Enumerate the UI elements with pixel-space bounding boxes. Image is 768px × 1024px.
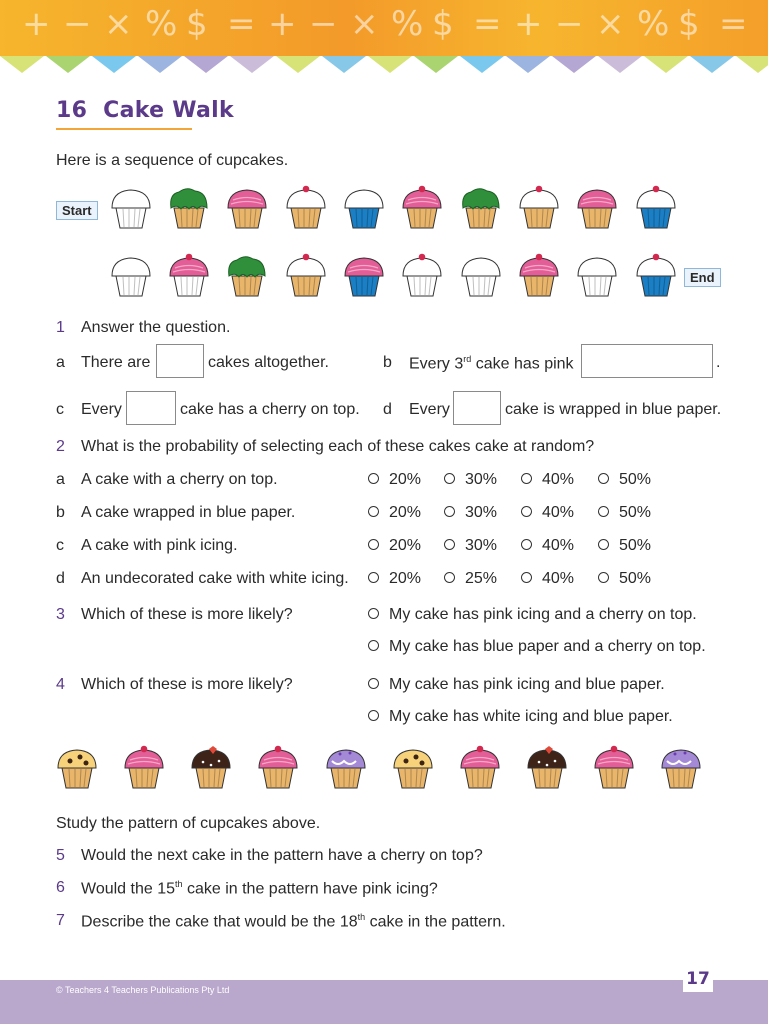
q1a-letter: a: [56, 354, 65, 371]
radio-circle-icon[interactable]: [444, 572, 455, 583]
q7-sup: th: [357, 912, 366, 922]
q2-option[interactable]: [598, 504, 651, 522]
q1b-letter: b: [383, 354, 392, 371]
q1b-pre: Every 3: [409, 355, 464, 373]
q3-number: 3: [56, 606, 65, 623]
title-number: 16: [56, 98, 88, 123]
math-symbol-icon: %: [637, 4, 670, 44]
q2-option[interactable]: [598, 537, 651, 555]
study-text: Study the pattern of cupcakes above.: [56, 815, 321, 832]
copyright-text: © Teachers 4 Teachers Publications Pty Ltd: [56, 985, 230, 995]
q4-option-1-label: My cake has pink icing and blue paper.: [389, 676, 665, 693]
cupcake-icon: [109, 252, 153, 303]
bunting-flag: [414, 56, 458, 73]
math-symbol-icon: =: [473, 4, 502, 44]
q2-option[interactable]: [521, 537, 574, 555]
cupcake-icon: [342, 252, 386, 303]
radio-circle-icon[interactable]: [368, 539, 379, 550]
cupcake-icon: [324, 744, 368, 795]
q2-row-text: A cake wrapped in blue paper.: [81, 504, 296, 521]
bunting-flag: [552, 56, 596, 73]
radio-circle-icon[interactable]: [368, 710, 379, 721]
bunting-flag: [506, 56, 550, 73]
q2-text: What is the probability of selecting each of these cakes cake at random?: [81, 438, 595, 455]
radio-circle-icon[interactable]: [368, 473, 379, 484]
radio-circle-icon[interactable]: [444, 539, 455, 550]
q1c-pre: Every: [81, 401, 122, 418]
bunting-flag: [230, 56, 274, 73]
bunting-flag: [46, 56, 90, 73]
q5-number: 5: [56, 847, 65, 864]
q2-option-label: 40%: [542, 537, 575, 554]
header-banner: [0, 0, 768, 56]
radio-circle-icon[interactable]: [368, 572, 379, 583]
math-symbol-icon: +: [268, 4, 297, 44]
title-underline: [56, 128, 192, 130]
bunting-flag: [184, 56, 228, 73]
math-symbol-icon: $: [186, 4, 208, 44]
q1a-post: cakes altogether.: [208, 354, 329, 371]
q2-option-label: 20%: [389, 471, 422, 488]
q2-option[interactable]: [368, 504, 421, 522]
q1a-pre: There are: [81, 354, 151, 371]
math-symbol-icon: ×: [350, 4, 379, 44]
q1b-sup: rd: [463, 354, 472, 364]
q2-option-label: 25%: [465, 570, 498, 587]
q1-text: Answer the question.: [81, 319, 231, 336]
bunting-flags: [0, 56, 768, 76]
q1c-letter: c: [56, 401, 64, 418]
radio-circle-icon[interactable]: [368, 678, 379, 689]
math-symbol-icon: +: [514, 4, 543, 44]
cupcake-icon: [342, 184, 386, 235]
q2-option-label: 50%: [619, 570, 652, 587]
bunting-flag: [368, 56, 412, 73]
radio-circle-icon[interactable]: [368, 640, 379, 651]
bunting-flag: [460, 56, 504, 73]
cupcake-icon: [659, 744, 703, 795]
q2-option[interactable]: [521, 504, 574, 522]
bunting-flag: [644, 56, 688, 73]
math-symbol-icon: =: [227, 4, 256, 44]
math-symbol-icon: $: [678, 4, 700, 44]
q2-option-label: 40%: [542, 504, 575, 521]
cupcake-icon: [517, 184, 561, 235]
q4-number: 4: [56, 676, 65, 693]
bunting-flag: [736, 56, 768, 73]
cupcake-icon: [634, 184, 678, 235]
q2-option-label: 50%: [619, 504, 652, 521]
cupcake-icon: [225, 184, 269, 235]
radio-circle-icon[interactable]: [598, 473, 609, 484]
cupcake-icon: [284, 252, 328, 303]
q2-option[interactable]: [444, 537, 497, 555]
bunting-flag: [0, 56, 44, 73]
radio-circle-icon[interactable]: [521, 473, 532, 484]
q6-sup: th: [175, 879, 183, 889]
cupcake-icon: [575, 252, 619, 303]
start-label: Start: [56, 201, 98, 220]
q1b-text: [409, 354, 574, 373]
radio-circle-icon[interactable]: [521, 506, 532, 517]
q2-row-text: A cake with a cherry on top.: [81, 471, 278, 488]
math-symbol-icon: −: [555, 4, 584, 44]
math-symbol-icon: $: [432, 4, 454, 44]
q2-option-label: 40%: [542, 570, 575, 587]
math-symbol-icon: ×: [596, 4, 625, 44]
q2-option[interactable]: [598, 471, 651, 489]
q2-option-label: 50%: [619, 537, 652, 554]
q2-option-label: 20%: [389, 570, 422, 587]
q1d-pre: Every: [409, 401, 450, 418]
q4-text: Which of these is more likely?: [81, 676, 293, 693]
q1-number: 1: [56, 319, 65, 336]
q6-post: cake in the pattern have pink icing?: [182, 880, 438, 898]
bunting-flag: [598, 56, 642, 73]
q7-text: [81, 912, 506, 931]
cupcake-icon: [189, 744, 233, 795]
intro-text: Here is a sequence of cupcakes.: [56, 152, 289, 169]
q2-option-label: 40%: [542, 471, 575, 488]
radio-circle-icon[interactable]: [521, 572, 532, 583]
q6-number: 6: [56, 879, 65, 896]
end-label: End: [684, 268, 721, 287]
q1b-post: cake has pink: [475, 355, 574, 373]
q2-row-letter: a: [56, 471, 65, 488]
q4-option-2-label: My cake has white icing and blue paper.: [389, 708, 673, 725]
math-symbol-icon: −: [309, 4, 338, 44]
bunting-flag: [322, 56, 366, 73]
q6-pre: Would the 15: [81, 880, 175, 898]
q2-option-label: 20%: [389, 504, 422, 521]
cupcake-icon: [634, 252, 678, 303]
q1d-post: cake is wrapped in blue paper.: [505, 401, 722, 418]
radio-circle-icon[interactable]: [368, 506, 379, 517]
q1c-answer-box[interactable]: [126, 391, 176, 425]
q1b-answer-box[interactable]: [581, 344, 713, 378]
cupcake-icon: [592, 744, 636, 795]
math-symbol-icon: −: [63, 4, 92, 44]
q2-option-label: 20%: [389, 537, 422, 554]
q1c-post: cake has a cherry on top.: [180, 401, 360, 418]
math-symbol-icon: =: [719, 4, 748, 44]
q2-option[interactable]: [521, 570, 574, 588]
page-number: 17: [683, 966, 713, 992]
q3-text: Which of these is more likely?: [81, 606, 293, 623]
q5-text: Would the next cake in the pattern have a cherry on top?: [81, 847, 483, 864]
cupcake-icon: [167, 184, 211, 235]
q2-option-label: 30%: [465, 537, 498, 554]
q3-option-2[interactable]: [368, 638, 706, 656]
cupcake-icon: [400, 252, 444, 303]
q3-option-2-label: My cake has blue paper and a cherry on top.: [389, 638, 706, 655]
cupcake-icon: [225, 252, 269, 303]
cupcake-icon: [256, 744, 300, 795]
bunting-flag: [92, 56, 136, 73]
cupcake-icon: [55, 744, 99, 795]
q2-option[interactable]: [368, 570, 421, 588]
q2-option-label: 50%: [619, 471, 652, 488]
q2-option-label: 30%: [465, 471, 498, 488]
bunting-flag: [138, 56, 182, 73]
q7-post: cake in the pattern.: [365, 913, 506, 931]
q2-number: 2: [56, 438, 65, 455]
q1d-answer-box[interactable]: [453, 391, 501, 425]
cupcake-icon: [458, 744, 502, 795]
q4-option-1[interactable]: [368, 676, 665, 694]
q1d-letter: d: [383, 401, 392, 418]
q7-pre: Describe the cake that would be the 18: [81, 913, 358, 931]
q7-number: 7: [56, 912, 65, 929]
title-text: Cake Walk: [103, 98, 234, 123]
q3-option-1[interactable]: [368, 606, 697, 624]
math-symbol-icon: ×: [104, 4, 133, 44]
bunting-flag: [690, 56, 734, 73]
radio-circle-icon[interactable]: [368, 608, 379, 619]
radio-circle-icon[interactable]: [444, 473, 455, 484]
q4-option-2[interactable]: [368, 708, 673, 726]
radio-circle-icon[interactable]: [444, 506, 455, 517]
q2-option[interactable]: [444, 471, 497, 489]
q2-option-label: 30%: [465, 504, 498, 521]
q2-option[interactable]: [521, 471, 574, 489]
radio-circle-icon[interactable]: [598, 506, 609, 517]
cupcake-icon: [167, 252, 211, 303]
cupcake-icon: [517, 252, 561, 303]
math-symbol-icon: %: [145, 4, 178, 44]
cupcake-icon: [459, 184, 503, 235]
q6-text: [81, 879, 438, 898]
q2-option[interactable]: [368, 537, 421, 555]
radio-circle-icon[interactable]: [598, 572, 609, 583]
q2-option[interactable]: [598, 570, 651, 588]
radio-circle-icon[interactable]: [521, 539, 532, 550]
cupcake-icon: [525, 744, 569, 795]
q2-row-text: An undecorated cake with white icing.: [81, 570, 349, 587]
q2-option[interactable]: [444, 570, 497, 588]
radio-circle-icon[interactable]: [598, 539, 609, 550]
cupcake-icon: [122, 744, 166, 795]
cupcake-icon: [459, 252, 503, 303]
page-title: [56, 98, 234, 123]
q3-option-1-label: My cake has pink icing and a cherry on top.: [389, 606, 697, 623]
cupcake-icon: [109, 184, 153, 235]
math-symbol-icon: %: [391, 4, 424, 44]
q2-row-text: A cake with pink icing.: [81, 537, 238, 554]
q2-option[interactable]: [368, 471, 421, 489]
cupcake-icon: [391, 744, 435, 795]
q2-row-letter: b: [56, 504, 65, 521]
q2-option[interactable]: [444, 504, 497, 522]
math-symbol-icon: +: [22, 4, 51, 44]
cupcake-icon: [284, 184, 328, 235]
cupcake-icon: [575, 184, 619, 235]
q2-row-letter: c: [56, 537, 64, 554]
cupcake-icon: [400, 184, 444, 235]
q2-row-letter: d: [56, 570, 65, 587]
bunting-flag: [276, 56, 320, 73]
q1a-answer-box[interactable]: [156, 344, 204, 378]
q1b-period: .: [716, 354, 721, 371]
